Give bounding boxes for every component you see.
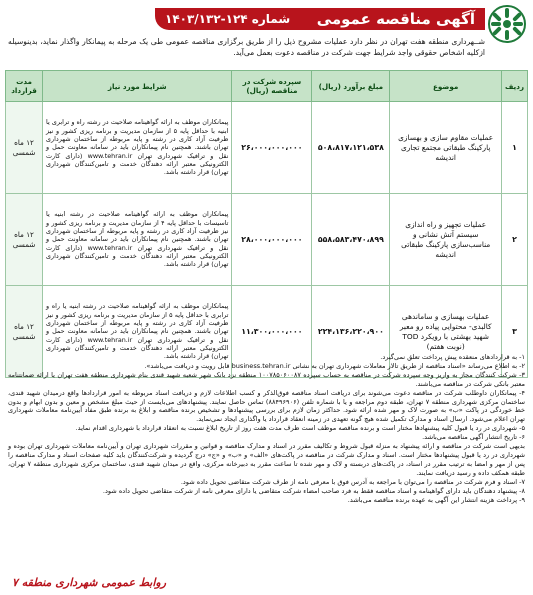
table-row <box>6 102 528 194</box>
table-row <box>6 194 528 286</box>
intro-paragraph: شــهرداری منطقه هفت تهران در نظر دارد عملیات مشروح ذیل را از طریق برگزاری مناقصه عمومی طی یک مرحله به پیمانکار واگذار نماید، بدینوسیله ازکلیه اشخاص حقوقی واجد شرایط جهت شرکت در مناقصه دعوت بعمل می‌آید. <box>8 37 485 57</box>
note-item: بدیهی است شرکت در مناقصه و ارائه پیشنهاد به منزله قبول شروط و تکالیف مقرر در اسناد و مدارک مناقصه و قوانین و مقررات شهرداری تهران و آیین‌نامه معاملات شهرداری تهران بوده و شهرداری در رد یا قبول پیشنهادها مختار است. اسناد و مدارک شرکت در مناقصه در پاکت‌های «الف» و «ب» و «ج» درج گردیده و شرکت‌کنندگان باید کلیه صفحات اسناد و مدارک مناقصه را پس از مهر و امضا به ترتیب مقرر در اسناد، در پاکت‌های دربسته و لاک و مهر شده تا ساعت مقرر به دبیرخانه مرکزی، واقع در میدان شهید قندی، ساختمان مرکزی شهرداری منطقه ۷ تهران، طبقه همکف داده و رسید دریافت نمایند. <box>8 442 525 477</box>
row-deposit: ۱۱،۳۰۰،۰۰۰،۰۰۰ <box>232 286 312 378</box>
col-row: ردیف <box>502 71 528 102</box>
col-estimate: مبلغ برآورد (ریال) <box>312 71 390 102</box>
row-estimate: ۵۵۸،۵۸۳،۴۷۰،۸۹۹ <box>312 194 390 286</box>
row-subject: عملیات مقاوم سازی و بهسازی پارکینگ طبقاتی مجتمع تجاری اندیشه <box>390 102 502 194</box>
col-subject: موضوع <box>390 71 502 102</box>
row-duration: ۱۲ ماه شمسی <box>6 194 43 286</box>
row-conditions: پیمانکاران موظف به ارائه گواهینامه صلاحیت در رشته ابنیه یا راه و ترابری با حداقل پایه ۵ از سازمان مدیریت و برنامه ریزی کشور و نیز ظرفیت آزاد کاری در رشته و پایه مربوطه از ساختمان شهرداری تهران باشند. همچنین نام پیمانکاران باید در سامانه معاونت حمل و نقل و ترافیک شهرداری تهران www.tehran.ir (دارای کارت الکترونیکی معتبر ارائه دهندگان خدمت و تامین‌کنندگان شهرداری تهران) قرار داشته باشد. <box>43 286 232 378</box>
table-header-row <box>6 71 528 102</box>
row-deposit: ۲۶،۰۰۰،۰۰۰،۰۰۰ <box>232 102 312 194</box>
row-estimate: ۲۲۴،۱۳۶،۲۲۰،۹۰۰ <box>312 286 390 378</box>
row-number: ۱ <box>502 102 528 194</box>
note-item: ۲- به اطلاع می‌رساند «اسناد مناقصه از طریق تالار معاملات شهرداری تهران به نشانی business.tehran.ir قابل رویت و دریافت می‌باشد». <box>144 361 525 370</box>
municipality-logo-icon <box>487 4 527 44</box>
notes-section <box>8 353 525 504</box>
row-subject: عملیات بهسازی و ساماندهی کالبدی- محتوایی پیاده رو معبر شهید بهشتی با رویکرد TOD (نوبت هفتم) <box>390 286 502 378</box>
note-item: ۳- شرکت کنندگان مجاز به واریز وجه سپرده شرکت در مناقصه به حساب سپرده ۱۰۰۷۸۵۰۶۰۰۸۷ منطقه نزد بانک شهر شعبه شهید قندی بنام شهرداری منطقه هفت تهران یا ارائه ضمانتنامه معتبر بانکی شرکت در مناقصه می‌باشند. <box>8 370 525 388</box>
row-number: ۲ <box>502 194 528 286</box>
notice-title: آگهی مناقصه عمومی <box>316 10 475 28</box>
note-item: ۸- پیشنهاد دهندگان باید دارای گواهینامه و اسناد مناقصه فقط به فرد صاحب امضاء شرکت متقاضی یا دارای معرفی نامه از شرکت متقاضی تحویل داده شود. <box>102 486 525 495</box>
row-duration: ۱۲ ماه شمسی <box>6 102 43 194</box>
footer-signature: روابط عمومی شهرداری منطقه ۷ <box>12 576 167 589</box>
row-conditions: پیمانکاران موظف به ارائه گواهینامه صلاحیت در رشته راه و ترابری یا ابنیه با حداقل پایه ۵ از سازمان مدیریت و برنامه ریزی کشور و نیز ظرفیت آزاد کاری در رشته و پایه مربوطه از ساختمان شهرداری تهران باشند. همچنین نام پیمانکاران باید در سامانه معاونت حمل و نقل و ترافیک شهرداری تهران www.tehran.ir (دارای کارت الکترونیکی معتبر ارائه دهندگان خدمت و تامین‌کنندگان شهرداری تهران) قرار داشته باشد. <box>43 102 232 194</box>
note-item: ۶- تاریخ انتشار آگهی مناقصه می‌باشد. <box>422 433 525 442</box>
row-estimate: ۵۰۸،۸۱۷،۱۲۱،۵۳۸ <box>312 102 390 194</box>
row-number: ۳ <box>502 286 528 378</box>
row-deposit: ۲۸،۰۰۰،۰۰۰،۰۰۰ <box>232 194 312 286</box>
col-deposit: سپرده شرکت در مناقصه (ریال) <box>232 71 312 102</box>
row-subject: عملیات تجهیز و راه اندازی سیستم آتش نشانی و مناسب‌سازی پارکینگ طبقاتی اندیشه <box>390 194 502 286</box>
row-conditions: پیمانکاران موظف به ارائه گواهینامه صلاحیت در رشته ابنیه یا تاسیسات با حداقل پایه ۴ از سازمان مدیریت و برنامه ریزی کشور و نیز ظرفیت آزاد کاری در رشته و پایه مربوطه از ساختمان شهرداری تهران باشند. همچنین نام پیمانکاران باید در سامانه معاونت حمل و نقل و ترافیک شهرداری تهران www.tehran.ir (دارای کارت الکترونیکی معتبر ارائه دهندگان خدمت و تامین‌کنندگان شهرداری تهران) قرار داشته باشد. <box>43 194 232 286</box>
row-duration: ۱۲ ماه شمسی <box>6 286 43 378</box>
tender-table <box>5 70 528 378</box>
notice-banner <box>155 8 485 30</box>
col-duration: مدت قرارداد <box>6 71 43 102</box>
note-item: ۴- پیمانکاران داوطلب شرکت در مناقصه دعوت می‌شوند برای دریافت اسناد مناقصه فوق‌الذکر و کسب اطلاعات لازم و دریافت اسناد مربوطه به امور قراردادها واقع درمیدان شهید قندی، ساختمان مرکزی شهرداری منطقه ۷ تهران، طبقه دوم مراجعه و یا با شماره تلفن (۸۸۴۹۶۹۰۶) تماس حاصل نمایند. پیشنهادهای می‌بایست از حیث مبلغ مشخص و معین و بدون ابهام و بدون خط خوردگی در پاکت «ب» به صورت لاک و مهر شده ارائه شود. حداکثر زمان لازم برای بررسی پیشنهادها و تشخیص برنده مناقصه و ابلاغ به برنده طبق مفاد آیین‌نامه معاملات شهرداری تهران اعلام می‌شود. ارسال اسناد و مدارک تکمیل شده هیچ گونه تعهدی در زمینه انعقاد قرارداد یا واگذاری ایجاد نمی‌نماید. <box>8 388 525 424</box>
col-conditions: شرایط مورد نیاز <box>43 71 232 102</box>
note-item: ۱- به قراردادهای منعقده پیش پرداخت تعلق نمی‌گیرد. <box>380 353 525 361</box>
notice-number: شماره ۱۲۴-۱۴۰۳/۱۳۲ <box>165 12 291 26</box>
note-item: ۹- پرداخت هزینه انتشار این آگهی به عهده برنده مناقصه می‌باشد. <box>347 495 525 504</box>
note-item: ۷- اسناد و فرم شرکت در مناقصه را می‌توان با مراجعه به آدرس فوق با معرفی نامه از طرف شرکت متقاضی تحویل داده شود. <box>180 477 525 486</box>
note-item: ۵- شهرداری در رد یا قبول کلیه پیشنهادها مختار است و برنده مناقصه موظف است ظرف مدت هفت روز از تاریخ ابلاغ نسبت به انعقاد قرارداد با شهرداری اقدام نماید. <box>75 424 525 433</box>
